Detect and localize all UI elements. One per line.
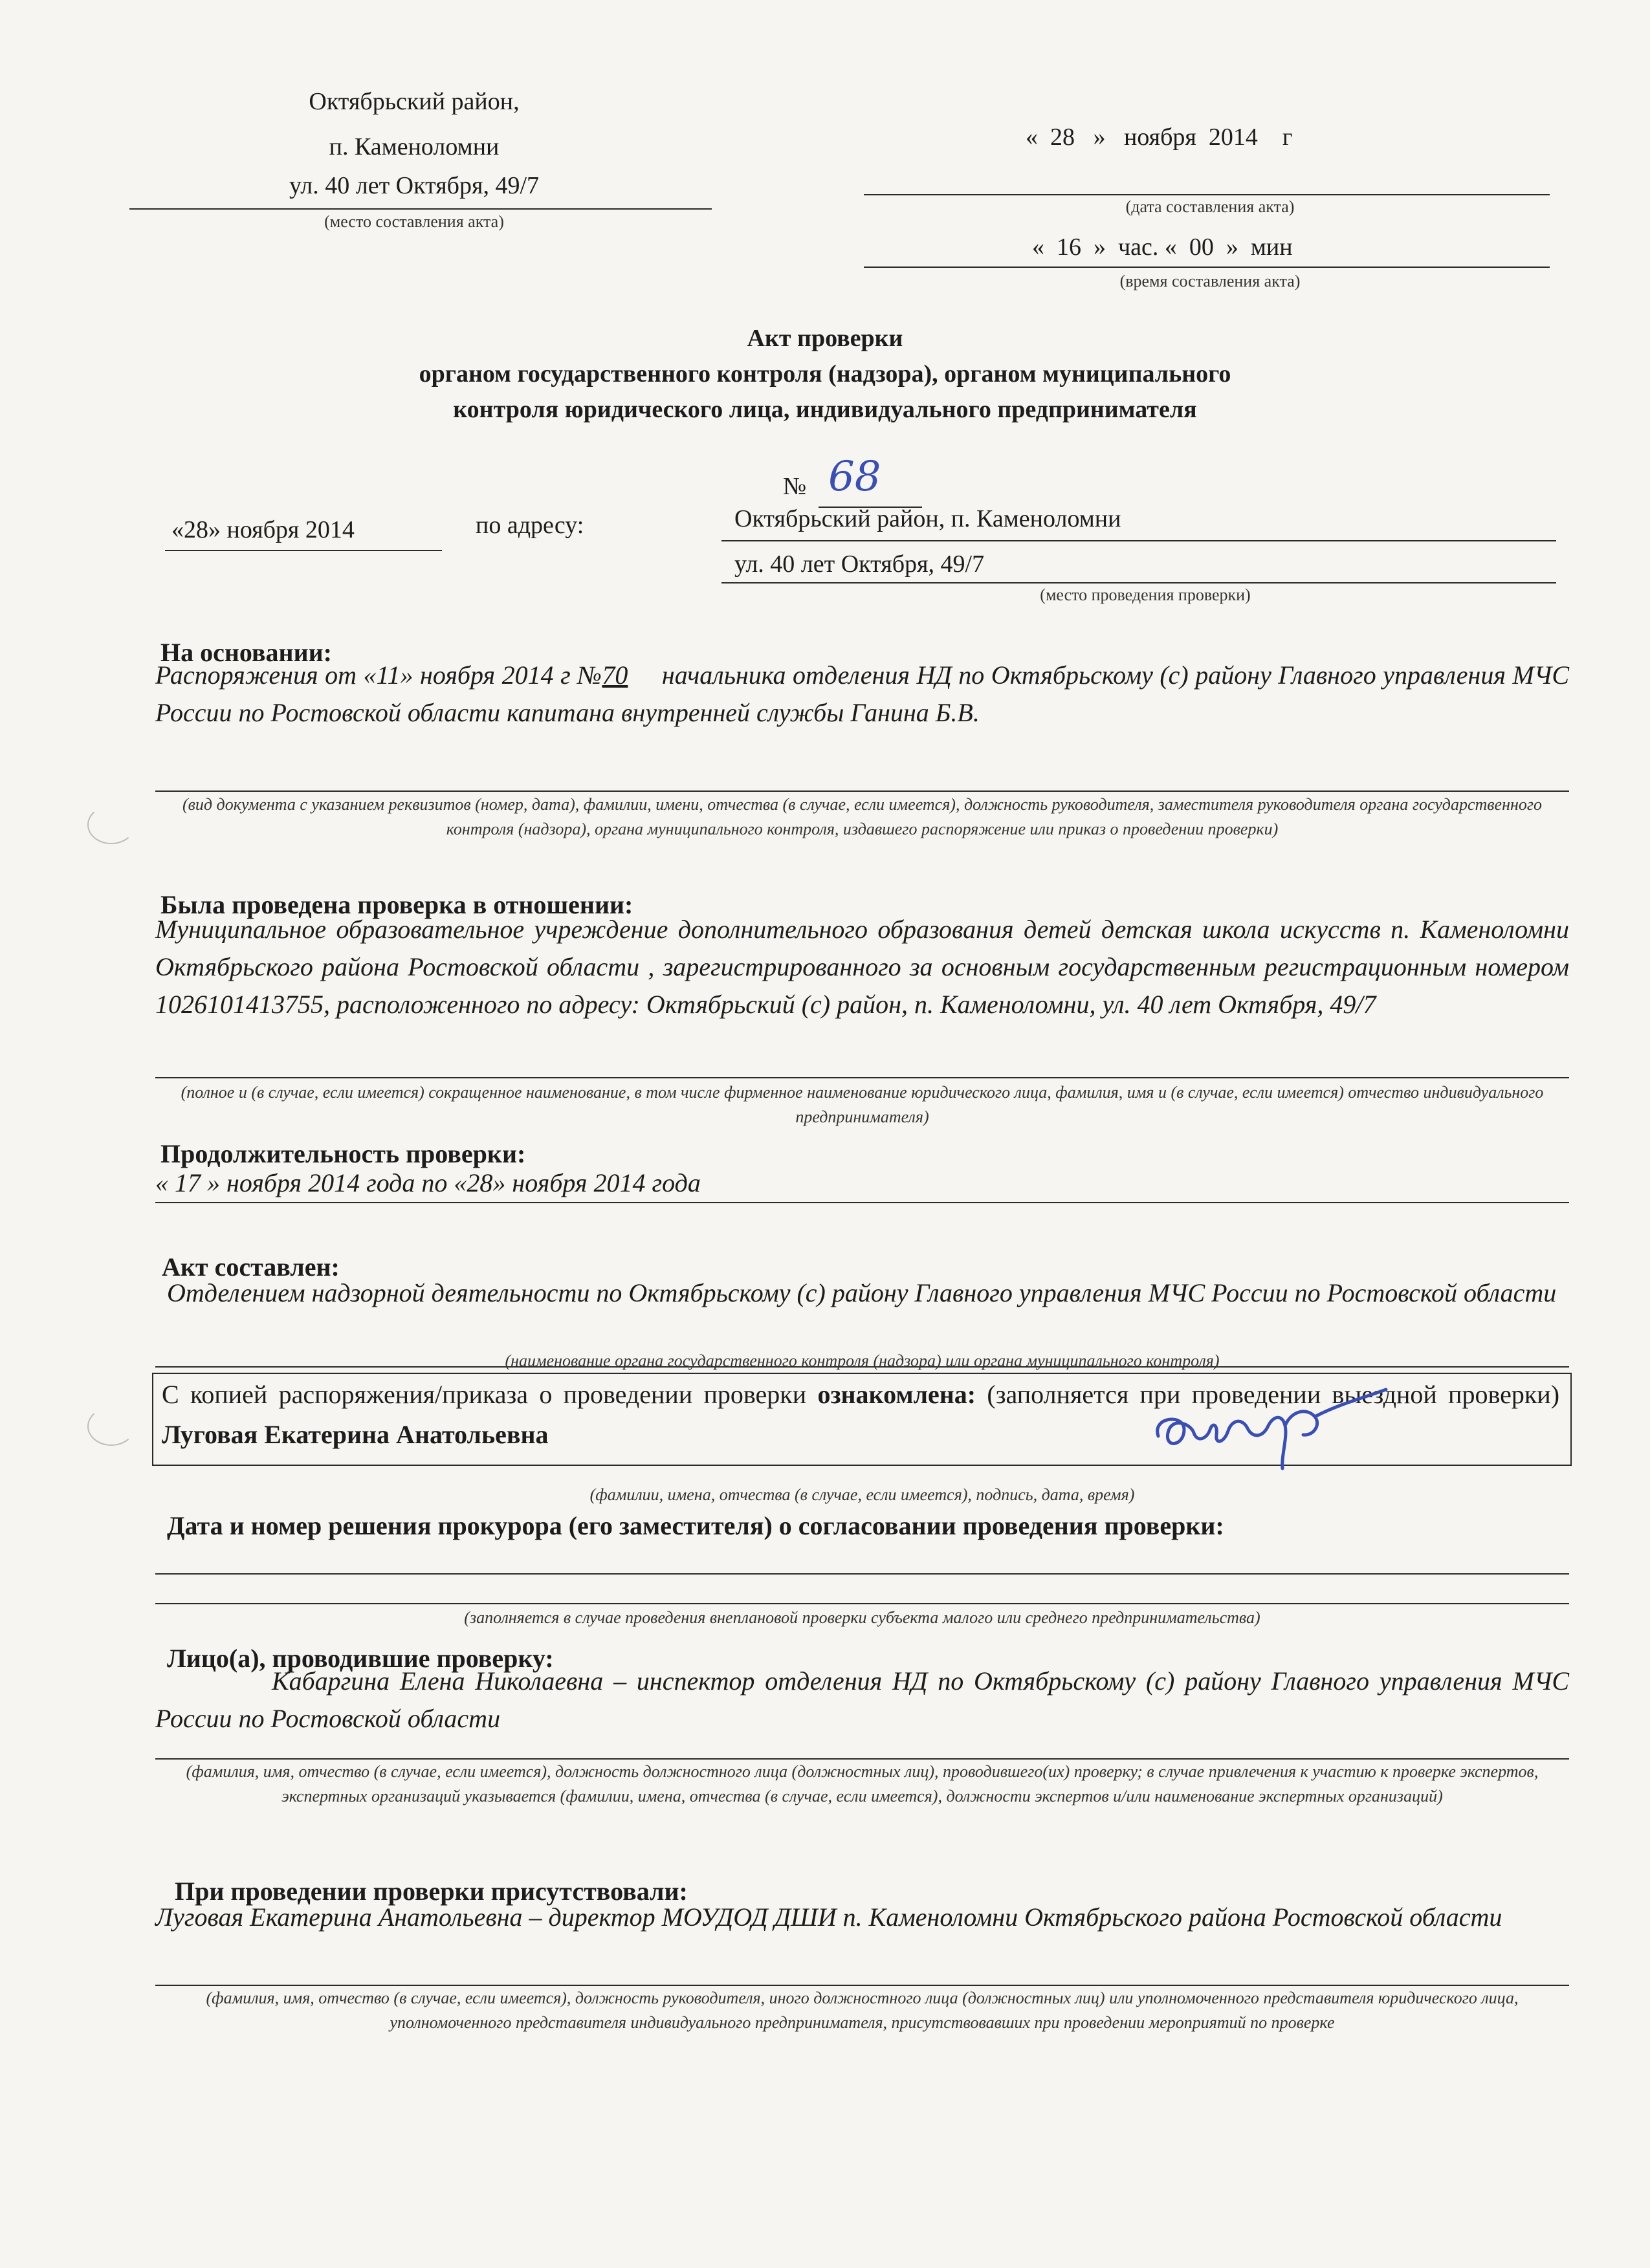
punch-hole (87, 1407, 135, 1446)
inspection-date: «28» ноября 2014 (171, 516, 355, 543)
place-line-2: п. Каменоломни (329, 133, 500, 160)
place-underline (129, 208, 712, 210)
present-caption: (фамилия, имя, отчество (в случае, если имеется), должность руководителя, иного должностного лица (должностных лиц) или уполномоченного представителя юридического лица, уполномоченного представителя индивидуального предпринимателя, присутствовавших при проведении мероприятий по проверке (206, 1989, 1519, 2032)
compiled-text: Отделением надзорной деятельности по Октябрьскому (с) району Главного управления МЧС России по Ростовской области (167, 1278, 1557, 1307)
subject-underline (155, 1077, 1569, 1078)
time-underline (864, 267, 1550, 268)
compiled-heading: Акт составлен: (162, 1252, 340, 1281)
basis-order-number: 70 (602, 660, 628, 690)
address-label: по адресу: (476, 512, 584, 539)
handwritten-signature (1145, 1378, 1391, 1475)
duration-heading: Продолжительность проверки: (160, 1139, 526, 1168)
acquaintance-person: Луговая Екатерина Анатольевна (162, 1420, 549, 1449)
acquaintance-bold-word: ознакомлена: (817, 1380, 976, 1409)
address-line-2: ул. 40 лет Октября, 49/7 (734, 551, 985, 578)
compiled-caption: (наименование органа государственного контроля (надзора) или органа муниципального контроля) (505, 1351, 1220, 1370)
duration-text: « 17 » ноября 2014 года по «28» ноября 2014 года (155, 1168, 701, 1197)
act-number-label: № (783, 473, 807, 500)
prosecutor-caption: (заполняется в случае проведения внеплановой проверки субъекта малого или среднего предпринимательства) (464, 1608, 1260, 1627)
act-number-handwritten: 68 (828, 453, 881, 501)
prosecutor-heading: Дата и номер решения прокурора (его заместителя) о согласовании проведения проверки: (167, 1511, 1224, 1540)
inspectors-heading: Лицо(а), проводившие проверку: (167, 1644, 554, 1673)
date-caption: (дата составления акта) (1125, 197, 1295, 216)
document-title-line-3: контроля юридического лица, индивидуального предпринимателя (453, 396, 1197, 423)
prosecutor-underline-1 (155, 1573, 1569, 1575)
subject-caption: (полное и (в случае, если имеется) сокращенное наименование, в том числе фирменное наименование юридического лица, фамилия, имя и (в случае, если имеется) отчество индивидуального предпринимателя) (181, 1083, 1544, 1126)
subject-text: Муниципальное образовательное учреждение дополнительного образования детей детская школа искусств п. Каменоломни Октябрьского района Ростовской области , зарегистрированного за основным государственным регистрационным номером 1026101413755, расположенного по адресу: Октябрьский (с) район, п. Каменоломни, ул. 40 лет Октября, 49/7 (155, 915, 1569, 1019)
basis-text-part-1: Распоряжения от «11» ноября 2014 г № (155, 660, 602, 690)
acquaintance-caption: (фамилии, имена, отчества (в случае, если имеется), подпись, дата, время) (589, 1485, 1135, 1504)
address-caption: (место проведения проверки) (1040, 585, 1251, 604)
basis-text-part-2: начальника отделения НД по Октябрьскому (с) району Главного управления МЧС России по Ростовской области капитана внутренней службы Ганина Б.В. (155, 660, 1570, 727)
punch-hole (87, 805, 135, 844)
acquaintance-text-part-1: С копией распоряжения/приказа о проведении проверки (162, 1380, 807, 1409)
basis-caption: (вид документа с указанием реквизитов (номер, дата), фамилии, имени, отчества (в случае, если имеется), должность руководителя, заместителя руководителя органа государственного контроля (надзора), органа муниципального контроля, издавшего распоряжение или приказ о проведении проверки) (182, 795, 1543, 838)
address-line-1: Октябрьский район, п. Каменоломни (734, 505, 1121, 532)
act-time: « 16 » час. « 00 » мин (1032, 234, 1293, 261)
prosecutor-underline-2 (155, 1603, 1569, 1604)
inspectors-text: Кабаргина Елена Николаевна – инспектор отделения НД по Октябрьскому (с) району Главного управления МЧС России по Ростовской области (155, 1666, 1569, 1733)
inspectors-caption: (фамилия, имя, отчество (в случае, если имеется), должность должностного лица (должностных лиц), проводившего(их) проверку; в случае привлечения к участию к проверке экспертов, экспертных организаций указывается (фамилии, имена, отчества (в случае, если имеется), должности экспертов и/или наименование экспертных организаций) (186, 1762, 1539, 1805)
acquaintance-text-part-2: (заполняется при проведении выездной проверки) (987, 1380, 1560, 1409)
place-line-3: ул. 40 лет Октября, 49/7 (289, 172, 540, 199)
address-underline-1 (721, 540, 1556, 541)
duration-underline (155, 1202, 1569, 1203)
address-underline-2 (721, 582, 1556, 583)
present-text: Луговая Екатерина Анатольевна – директор МОУДОД ДШИ п. Каменоломни Октябрьского района Ростовской области (155, 1903, 1502, 1932)
basis-heading: На основании: (160, 638, 332, 667)
place-caption: (место составления акта) (324, 212, 504, 231)
basis-underline (155, 791, 1569, 792)
document-title: Акт проверки (747, 325, 903, 352)
date-underline (864, 194, 1550, 195)
present-heading: При проведении проверки присутствовали: (175, 1877, 688, 1906)
subject-heading: Была проведена проверка в отношении: (160, 890, 633, 919)
document-title-line-2: органом государственного контроля (надзора), органом муниципального (419, 360, 1231, 387)
basis-text (155, 657, 1569, 732)
time-caption: (время составления акта) (1119, 272, 1301, 290)
place-line-1: Октябрьский район, (309, 88, 520, 115)
inspection-date-underline (165, 550, 442, 551)
act-date: « 28 » ноября 2014 г (1026, 124, 1293, 151)
